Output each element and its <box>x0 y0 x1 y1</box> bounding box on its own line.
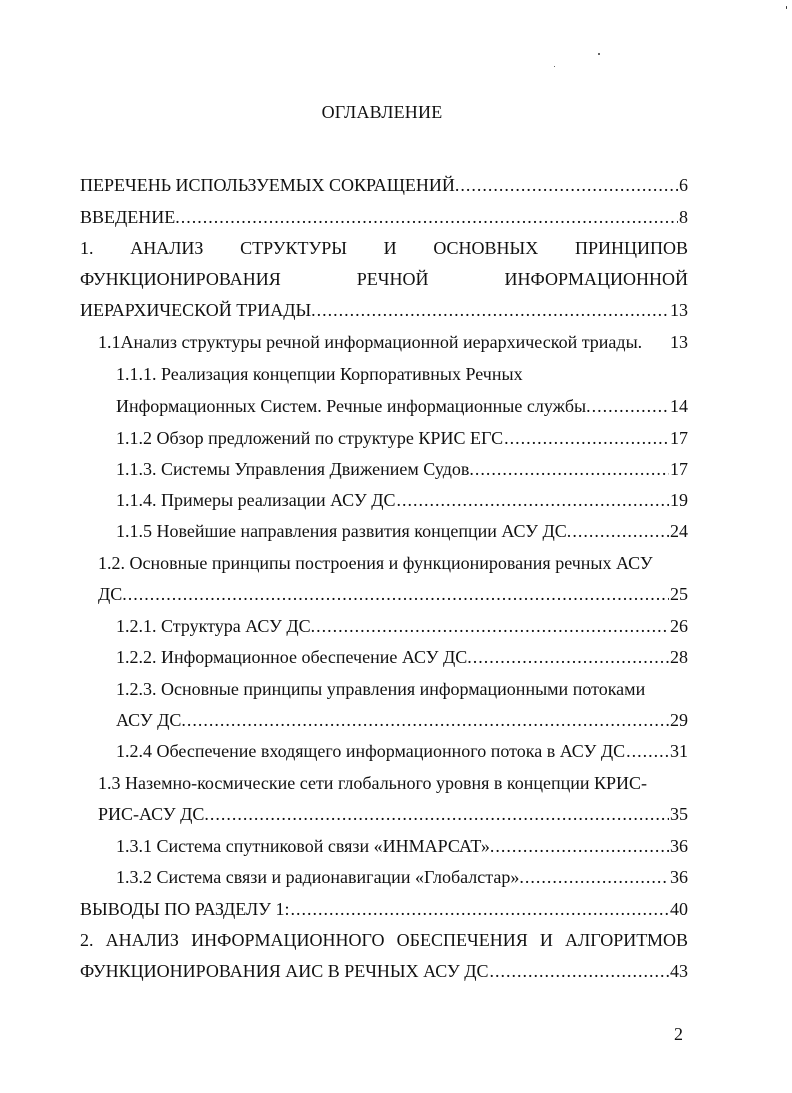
page-number: 2 <box>674 1024 683 1044</box>
toc-word: АНАЛИЗ <box>130 238 204 258</box>
toc-entry-text: РИС-АСУ ДС. <box>98 804 209 824</box>
toc-leader-dots <box>460 172 678 198</box>
toc-word: СТРУКТУРЫ <box>240 238 347 258</box>
toc-chapter-1-line-2[interactable] <box>80 266 688 292</box>
toc-entry-1-1-4[interactable] <box>116 487 688 513</box>
toc-page-number: 8 <box>679 207 688 227</box>
toc-entry-text: 1.1.5 Новейшие направления развития концепции АСУ ДС. <box>116 521 572 541</box>
toc-entry-1-3-1[interactable] <box>116 833 688 859</box>
toc-page-number: 13 <box>670 300 688 320</box>
toc-leader-dots <box>475 456 669 482</box>
toc-page-number: 36 <box>670 836 688 856</box>
toc-title: ОГЛАВЛЕНИЕ <box>321 102 443 122</box>
toc-page-number: 17 <box>670 428 688 448</box>
toc-entry-conclusions[interactable] <box>80 896 688 922</box>
toc-entry-1-1-2[interactable] <box>116 425 688 451</box>
toc-entry-1-1-3[interactable] <box>116 456 688 482</box>
toc-entry-text: 1.1.3. Системы Управления Движением Судов. <box>116 459 474 479</box>
toc-page-number: 35 <box>670 804 688 824</box>
toc-entry-text: ИЕРАРХИЧЕСКОЙ ТРИАДЫ. <box>80 300 316 320</box>
toc-leader-dots <box>290 896 669 922</box>
toc-entry-1-2-2[interactable] <box>116 644 688 670</box>
toc-page-number: 26 <box>670 616 688 636</box>
toc-entry-1-3-2[interactable] <box>116 864 688 890</box>
toc-leader-dots <box>495 833 669 859</box>
toc-entry-text: 1.1Анализ структуры речной информационной иерархической триады. <box>98 332 643 352</box>
toc-entry-text: ФУНКЦИОНИРОВАНИЯ АИС В РЕЧНЫХ АСУ ДС <box>80 961 489 981</box>
toc-page-number: 13 <box>670 332 688 352</box>
toc-chapter-2-line-1[interactable]: 2. АНАЛИЗ ИНФОРМАЦИОННОГО ОБЕСПЕЧЕНИЯ И АЛГОРИТМОВ <box>80 930 688 950</box>
toc-page-number: 6 <box>679 175 688 195</box>
toc-entry-1-2-3-line-2[interactable] <box>116 707 688 733</box>
toc-leader-dots <box>181 204 678 230</box>
toc-word: ФУНКЦИОНИРОВАНИЯ <box>80 269 281 289</box>
toc-word: ОСНОВНЫХ <box>433 238 539 258</box>
toc-entry-1-1-1-line-2[interactable] <box>116 393 688 419</box>
toc-entry-text: ВЫВОДЫ ПО РАЗДЕЛУ 1: <box>80 899 290 919</box>
toc-word: ИНФОРМАЦИОННОЙ <box>504 269 688 289</box>
toc-chapter-1-line-1[interactable] <box>80 235 688 261</box>
toc-entry-text: 1.3.1 Система спутниковой связи «ИНМАРСАТ». <box>116 836 495 856</box>
toc-leader-dots <box>396 487 669 513</box>
toc-entry-1-2-line-1[interactable]: 1.2. Основные принципы построения и функционирования речных АСУ <box>98 553 653 573</box>
toc-word: И <box>383 238 397 258</box>
toc-leader-dots <box>316 613 669 639</box>
toc-entry-1-3-line-1[interactable]: 1.3 Наземно-космические сети глобального уровня в концепции КРИС- <box>98 773 647 793</box>
toc-word: РЕЧНОЙ <box>356 269 429 289</box>
toc-entry-text: 1.1.4. Примеры реализации АСУ ДС <box>116 490 396 510</box>
toc-word: 1. <box>80 238 94 258</box>
toc-entry-introduction[interactable] <box>80 204 688 230</box>
toc-page-number: 17 <box>670 459 688 479</box>
toc-page-number: 19 <box>670 490 688 510</box>
toc-entry-1-1-1-line-1[interactable]: 1.1.1. Реализация концепции Корпоративных Речных <box>116 364 523 384</box>
toc-entry-text: 1.2.4 Обеспечение входящего информационного потока в АСУ ДС <box>116 741 626 761</box>
toc-page-number: 31 <box>670 741 688 761</box>
toc-leader-dots <box>317 297 669 323</box>
scan-speck <box>598 53 600 55</box>
toc-page-number: 24 <box>670 521 688 541</box>
toc-entry-1-2-line-2[interactable] <box>98 581 688 607</box>
scan-speck <box>554 66 555 67</box>
toc-page-number: 29 <box>670 710 688 730</box>
toc-page-number: 43 <box>670 961 688 981</box>
toc-word: ПРИНЦИПОВ <box>574 238 688 258</box>
toc-entry-1-2-1[interactable] <box>116 613 688 639</box>
toc-entry-text: ПЕРЕЧЕНЬ ИСПОЛЬЗУЕМЫХ СОКРАЩЕНИЙ. <box>80 175 460 195</box>
toc-entry-1-2-4[interactable] <box>116 738 688 764</box>
toc-entry-1-2-3-line-1[interactable]: 1.2.3. Основные принципы управления информационными потоками <box>116 679 646 699</box>
scan-speck <box>786 6 787 9</box>
toc-page-number: 36 <box>670 867 688 887</box>
toc-leader-dots <box>626 738 669 764</box>
toc-leader-dots <box>473 644 669 670</box>
toc-leader-dots <box>592 393 669 419</box>
toc-entry-text: 1.2.2. Информационное обеспечение АСУ ДС. <box>116 647 472 667</box>
toc-entry-text: 1.1.2 Обзор предложений по структуре КРИС ЕГС <box>116 428 504 448</box>
toc-entry-text: ВВЕДЕНИЕ. <box>80 207 180 227</box>
toc-entry-text: 1.2.1. Структура АСУ ДС. <box>116 616 316 636</box>
toc-chapter-1-line-3[interactable] <box>80 297 688 323</box>
toc-entry-text: ДС. <box>98 584 127 604</box>
toc-entry-text: АСУ ДС. <box>116 710 186 730</box>
toc-page-number: 40 <box>670 899 688 919</box>
toc-entry-1-1[interactable] <box>98 329 688 355</box>
toc-entry-1-1-5[interactable] <box>116 518 688 544</box>
toc-page-number: 25 <box>670 584 688 604</box>
toc-entry-text: Информационных Систем. Речные информационные службы. <box>116 396 591 416</box>
toc-leader-dots <box>187 707 669 733</box>
toc-entry-abbreviations[interactable] <box>80 172 688 198</box>
toc-entry-text: 1.3.2 Система связи и радионавигации «Глобалстар». <box>116 867 524 887</box>
toc-leader-dots <box>572 518 669 544</box>
toc-page-number: 28 <box>670 647 688 667</box>
toc-leader-dots <box>210 801 669 827</box>
toc-leader-dots <box>525 864 669 890</box>
toc-leader-dots <box>490 958 669 984</box>
toc-entry-1-3-line-2[interactable] <box>98 801 688 827</box>
toc-leader-dots <box>504 425 669 451</box>
toc-chapter-2-line-2[interactable] <box>80 958 688 984</box>
toc-page-number: 14 <box>670 396 688 416</box>
toc-leader-dots <box>128 581 669 607</box>
